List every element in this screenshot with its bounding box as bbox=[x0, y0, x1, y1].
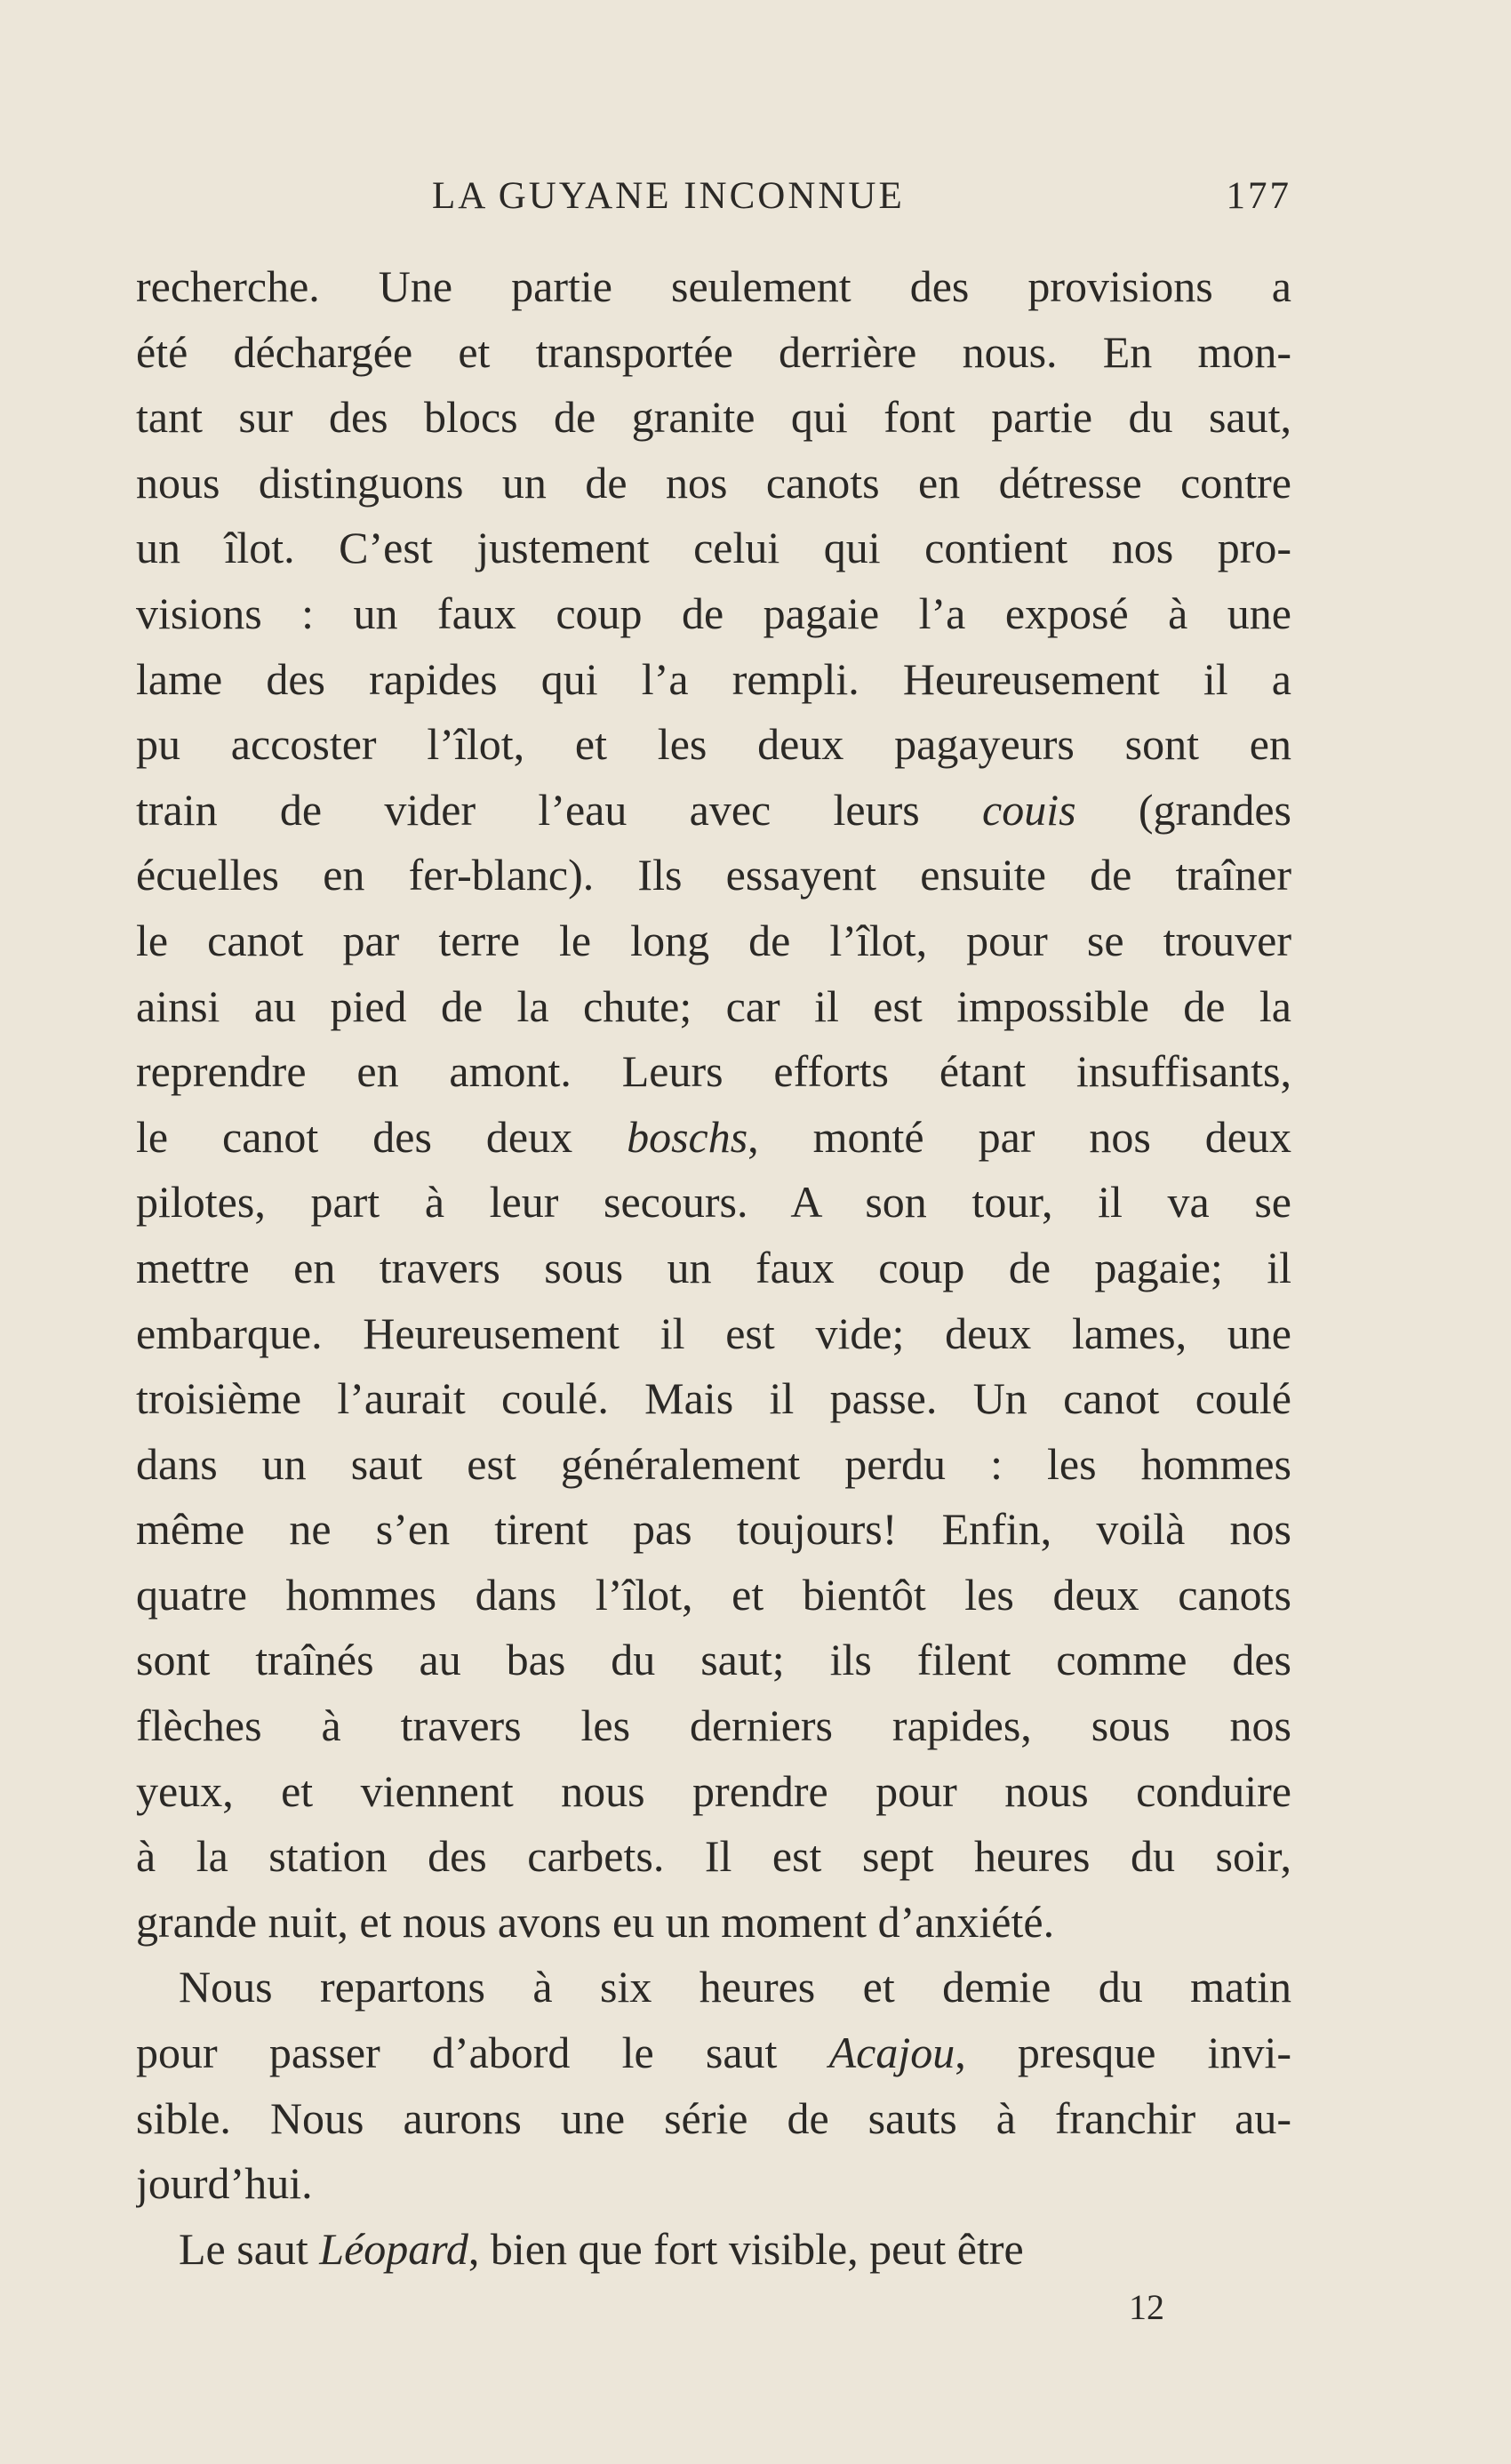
text-segment: le canot par terre le long de l’îlot, pour se trouver bbox=[136, 915, 1291, 965]
text-line bbox=[136, 1955, 1291, 2020]
running-title: LA GUYANE INCONNUE bbox=[432, 175, 905, 217]
text-segment: un îlot. C’est justement celui qui contient nos pro- bbox=[136, 523, 1291, 573]
text-segment: à la station des carbets. Il est sept heures du soir, bbox=[136, 1831, 1291, 1882]
signature-mark: 12 bbox=[1129, 2287, 1164, 2327]
text-segment: quatre hommes dans l’îlot, et bientôt les deux canots bbox=[136, 1569, 1291, 1620]
text-segment: été déchargée et transportée derrière nous. En mon- bbox=[136, 326, 1291, 377]
text-segment: Le saut bbox=[179, 2223, 320, 2274]
text-segment: nous distinguons un de nos canots en détresse contre bbox=[136, 457, 1291, 508]
text-segment: reprendre en amont. Leurs efforts étant insuffisants, bbox=[136, 1046, 1291, 1097]
text-line bbox=[136, 451, 1291, 516]
text-line bbox=[136, 320, 1291, 386]
text-line bbox=[136, 2020, 1291, 2086]
text-segment: troisième l’aurait coulé. Mais il passe. Un canot coulé bbox=[136, 1373, 1291, 1424]
italic-word: couis bbox=[982, 784, 1076, 835]
text-segment: , presque invi- bbox=[955, 2028, 1291, 2078]
text-segment: , bien que fort visible, peut être bbox=[468, 2223, 1024, 2274]
italic-word: Acajou bbox=[828, 2028, 955, 2078]
text-segment: embarque. Heureusement il est vide; deux lames, une bbox=[136, 1308, 1291, 1358]
text-segment: sont traînés au bas du saut; ils filent comme des bbox=[136, 1635, 1291, 1685]
paragraph bbox=[136, 1955, 1291, 2216]
text-segment: grande nuit, et nous avons eu un moment d’anxiété. bbox=[136, 1896, 1055, 1947]
text-segment: recherche. Une partie seulement des provisions a bbox=[136, 261, 1291, 311]
text-line bbox=[136, 1759, 1291, 1825]
text-segment: (grandes bbox=[1075, 784, 1291, 835]
text-segment: pour passer d’abord le saut bbox=[136, 2028, 829, 2078]
text-segment: lame des rapides qui l’a rempli. Heureusement il a bbox=[136, 653, 1291, 704]
text-segment: le canot des deux bbox=[136, 1111, 628, 1162]
text-line bbox=[136, 254, 1291, 320]
body-text bbox=[136, 254, 1291, 2282]
text-segment: yeux, et viennent nous prendre pour nous conduire bbox=[136, 1765, 1291, 1816]
text-line bbox=[136, 2151, 1291, 2217]
text-line bbox=[136, 1039, 1291, 1105]
text-line bbox=[136, 1563, 1291, 1628]
text-line bbox=[136, 1366, 1291, 1432]
text-segment: sible. Nous aurons une série de sauts à franchir au- bbox=[136, 2092, 1291, 2143]
text-line bbox=[136, 843, 1291, 908]
text-line bbox=[136, 1105, 1291, 1171]
text-segment: flèches à travers les derniers rapides, sous nos bbox=[136, 1700, 1291, 1751]
text-line bbox=[136, 385, 1291, 451]
page-header bbox=[136, 174, 1291, 228]
text-segment: jourd’hui. bbox=[136, 2158, 313, 2209]
page-number: 177 bbox=[1226, 175, 1291, 217]
text-segment: visions : un faux coup de pagaie l’a exposé à une bbox=[136, 588, 1291, 638]
text-line bbox=[136, 1890, 1291, 1956]
text-segment: ainsi au pied de la chute; car il est impossible de la bbox=[136, 980, 1291, 1031]
text-line bbox=[136, 778, 1291, 844]
text-segment: dans un saut est généralement perdu : les hommes bbox=[136, 1438, 1291, 1489]
text-line bbox=[136, 1301, 1291, 1367]
text-line bbox=[136, 647, 1291, 713]
text-segment: pilotes, part à leur secours. A son tour, il va se bbox=[136, 1177, 1291, 1228]
text-line bbox=[136, 1628, 1291, 1693]
text-segment: même ne s’en tirent pas toujours! Enfin, voilà nos bbox=[136, 1504, 1291, 1555]
text-segment: mettre en travers sous un faux coup de pagaie; il bbox=[136, 1242, 1291, 1292]
text-line bbox=[136, 2217, 1291, 2283]
italic-word: boschs bbox=[627, 1111, 748, 1162]
text-line bbox=[136, 2086, 1291, 2152]
text-line bbox=[136, 712, 1291, 778]
text-segment: tant sur des blocs de granite qui font partie du saut, bbox=[136, 392, 1291, 443]
text-line bbox=[136, 1693, 1291, 1759]
text-line bbox=[136, 1236, 1291, 1301]
text-segment: pu accoster l’îlot, et les deux pagayeurs sont en bbox=[136, 719, 1291, 770]
text-line bbox=[136, 974, 1291, 1040]
text-line bbox=[136, 1170, 1291, 1236]
text-line bbox=[136, 516, 1291, 581]
text-segment: écuelles en fer-blanc). Ils essayent ensuite de traîner bbox=[136, 850, 1291, 900]
paragraph bbox=[136, 254, 1291, 1955]
text-line bbox=[136, 908, 1291, 974]
text-line bbox=[136, 1432, 1291, 1498]
text-segment: , monté par nos deux bbox=[748, 1111, 1291, 1162]
paragraph bbox=[136, 2217, 1291, 2283]
text-line bbox=[136, 1824, 1291, 1890]
italic-word: Léopard bbox=[319, 2223, 468, 2274]
text-segment: train de vider l’eau avec leurs bbox=[136, 784, 983, 835]
text-segment: Nous repartons à six heures et demie du matin bbox=[179, 1962, 1291, 2012]
text-line bbox=[136, 1497, 1291, 1563]
text-line bbox=[136, 581, 1291, 647]
